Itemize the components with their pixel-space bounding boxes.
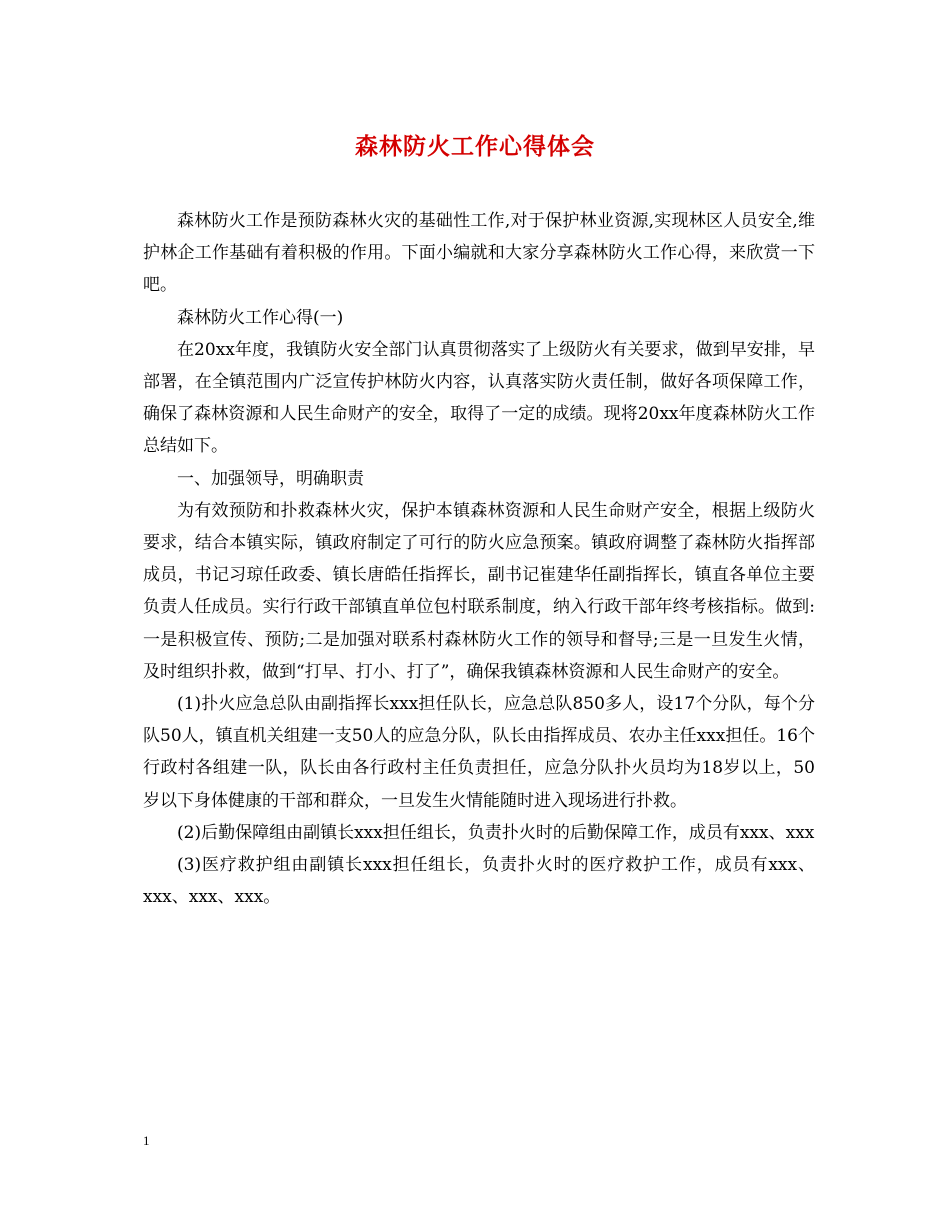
body-paragraph: 为有效预防和扑救森林火灾，保护本镇森林资源和人民生命财产安全，根据上级防火要求，结合本镇实际，镇政府制定了可行的防火应急预案。镇政府调整了森林防火指挥部成员，书记习琼任政委、镇长唐皓任指挥长，副书记崔建华任副指挥长，镇直各单位主要负责人任成员。实行行政干部镇直单位包村联系制度，纳入行政干部年终考核指标。做到:一是积极宣传、预防;二是加强对联系村森林防火工作的领导和督导;三是一旦发生火情，及时组织扑救，做到“打早、打小、打了”，确保我镇森林资源和人民生命财产的安全。 <box>143 500 815 682</box>
section-heading: 森林防火工作心得(一) <box>177 307 344 328</box>
intro-paragraph: 森林防火工作是预防森林火灾的基础性工作,对于保护林业资源,实现林区人员安全,维护林企工作基础有着积极的作用。下面小编就和大家分享森林防火工作心得，来欣赏一下吧。 <box>143 211 815 296</box>
subsection-heading: 一、加强领导，明确职责 <box>177 468 364 489</box>
document-body <box>143 205 815 913</box>
list-item: (2)后勤保障组由副镇长xxx担任组长，负责扑火时的后勤保障工作，成员有xxx、xxx <box>177 822 815 843</box>
body-paragraph: 在20xx年度，我镇防火安全部门认真贯彻落实了上级防火有关要求，做到早安排，早部署，在全镇范围内广泛宣传护林防火内容，认真落实防火责任制，做好各项保障工作，确保了森林资源和人民生命财产的安全，取得了一定的成绩。现将20xx年度森林防火工作总结如下。 <box>143 339 815 457</box>
list-item: (3)医疗救护组由副镇长xxx担任组长，负责扑火时的医疗救护工作，成员有xxx、xxx、xxx、xxx。 <box>143 855 815 908</box>
list-item: (1)扑火应急总队由副指挥长xxx担任队长，应急总队850多人，设17个分队，每个分队50人，镇直机关组建一支50人的应急分队，队长由指挥成员、农办主任xxx担任。16个行政村各组建一队，队长由各行政村主任负责担任，应急分队扑火员均为18岁以上，50岁以下身体健康的干部和群众，一旦发生火情能随时进入现场进行扑救。 <box>143 694 815 811</box>
page-number: 1 <box>143 1133 150 1148</box>
document-title: 森林防火工作心得体会 <box>355 133 595 160</box>
